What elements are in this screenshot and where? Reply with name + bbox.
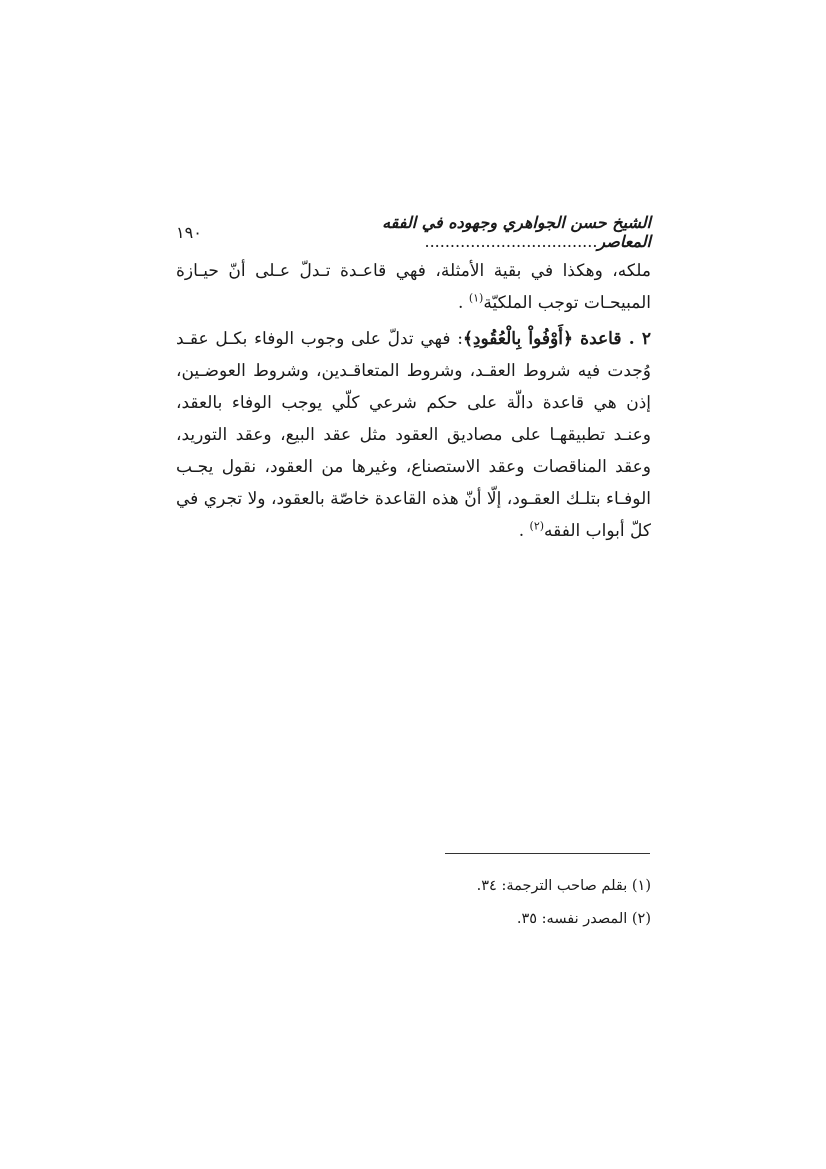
item-end: . <box>518 521 530 541</box>
paragraph-text: ملكه، وهكذا في بقية الأمثلة، فهي قاعـدة تـدلّ عـلى أنّ حيـازة المبيحـات توجب الملكيّة <box>176 261 651 313</box>
footnote-ref-1[interactable]: (١) <box>468 291 484 305</box>
paragraph-end: . <box>458 293 469 313</box>
running-title-block <box>202 213 651 251</box>
footnote-divider <box>445 853 650 854</box>
item-text: : فهي تدلّ على وجوب الوفاء بكـل عقـد وُجدت فيه شروط العقـد، وشروط المتعاقـدين، وشروط العوضـين، إذن هي قاعدة دالّة على حكم شرعي كلّي يوجب الوفاء بالعقد، وعنـد تطبيقهـا على مصاديق العقود مثل عقد البيع، وعقد التوريد، وعقد المناقصات وعقد الاستصناع، وغيرها من العقود، نقول يجـب الوفـاء بتلـك العقـود، إلّا أنّ هذه القاعدة خاصّة بالعقود، ولا تجري في كلّ أبواب الفقه <box>176 329 651 541</box>
leader-dots: .................................. <box>424 232 598 251</box>
quran-verse: ﴿أَوْفُواْ بِالْعُقُودِ﴾ <box>462 329 573 349</box>
footnote-ref-2[interactable]: (٢) <box>529 519 545 533</box>
page-number: ١٩٠ <box>176 222 202 242</box>
paragraph <box>176 255 651 319</box>
main-text <box>176 255 651 547</box>
numbered-item <box>176 323 651 547</box>
footnotes <box>176 870 651 936</box>
item-number: ٢ . <box>621 329 651 349</box>
footnote-2: (٢) المصدر نفسه: ٣٥. <box>516 911 651 927</box>
footnote-1: (١) بقلم صاحب الترجمة: ٣٤. <box>476 878 651 894</box>
page-header <box>176 213 651 251</box>
running-title: الشيخ حسن الجواهري وجهوده في الفقه المعاصر <box>382 213 651 251</box>
item-label: قاعدة <box>572 329 622 349</box>
